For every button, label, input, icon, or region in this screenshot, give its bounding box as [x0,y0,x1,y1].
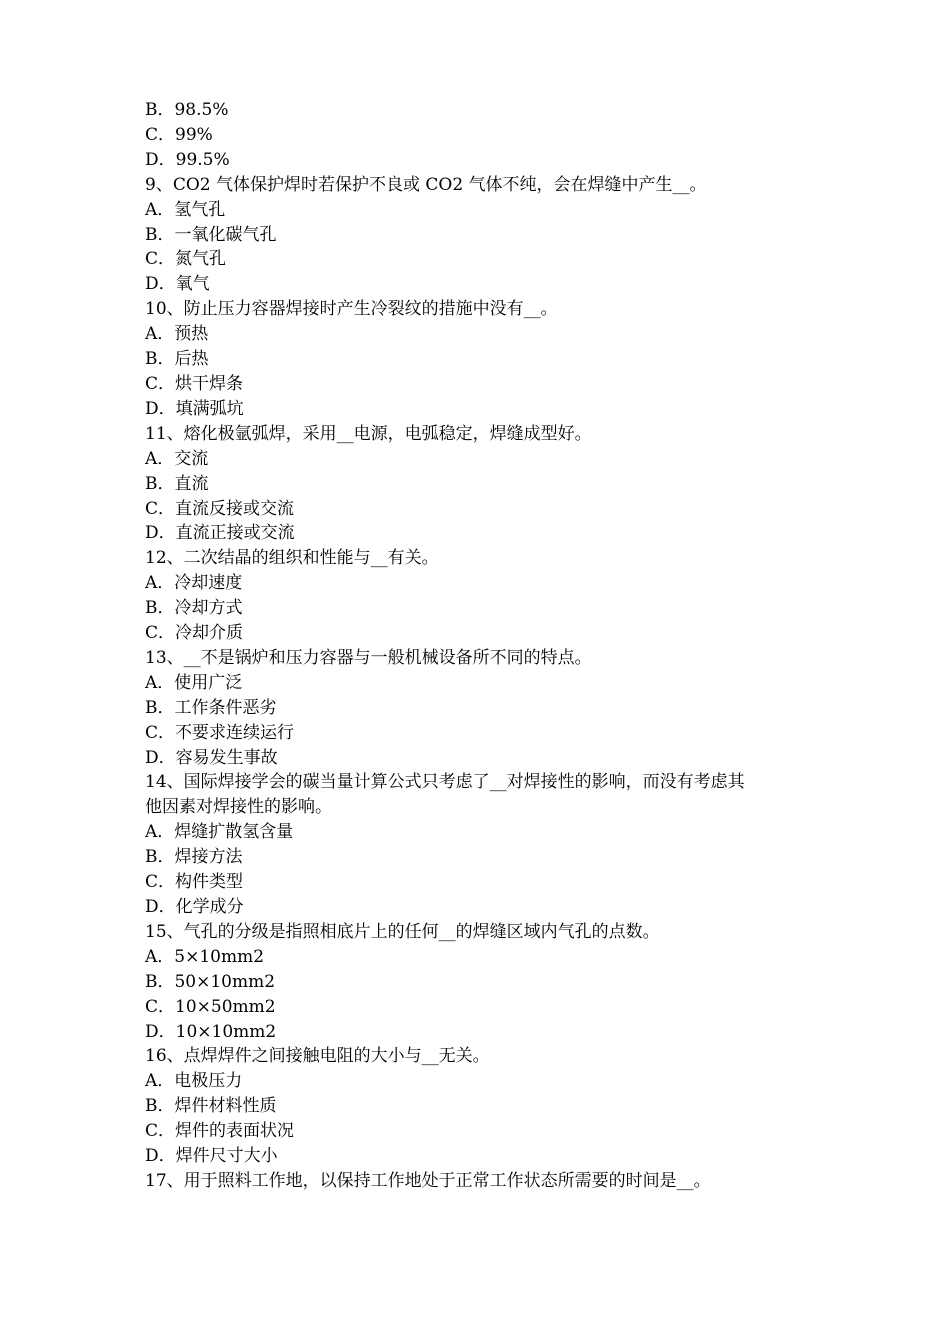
option-line: B．焊件材料性质 [145,1096,277,1117]
option-line: C．氮气孔 [145,249,227,270]
option-line: B．50×10mm2 [145,971,276,992]
option-line: D．填满弧坑 [145,398,244,419]
question-15: 15、气孔的分级是指照相底片上的任何__的焊缝区域内气孔的点数。 [145,921,660,942]
option-line: A．预热 [145,324,209,345]
option-line: A．5×10mm2 [145,946,265,967]
option-line: B．冷却方式 [145,598,243,619]
option-line: B．98.5% [145,100,229,120]
option-line: A．氢气孔 [145,199,226,220]
option-line: B．直流 [145,473,209,494]
option-line: C．99% [145,124,213,145]
option-line: D．焊件尺寸大小 [145,1146,278,1167]
option-line: C．冷却介质 [145,623,244,644]
option-line: C．不要求连续运行 [145,722,295,743]
option-line: D．化学成分 [145,897,244,917]
option-line: D．直流正接或交流 [145,523,295,544]
question-11: 11、熔化极氩弧焊，采用__电源，电弧稳定，焊缝成型好。 [145,423,592,444]
option-line: C．10×50mm2 [145,996,276,1017]
option-line: B．焊接方法 [145,847,243,868]
question-14-continued: 他因素对焊接性的影响。 [145,797,332,818]
option-line: C．烘干焊条 [145,373,244,394]
option-line: A．冷却速度 [145,573,243,594]
option-line: D．氧气 [145,274,210,295]
option-line: C．焊件的表面状况 [145,1121,295,1142]
question-9: 9、CO2 气体保护焊时若保护不良或 CO2 气体不纯，会在焊缝中产生__。 [145,174,707,195]
option-line: A．使用广泛 [145,672,243,693]
option-line: C．构件类型 [145,872,244,893]
option-line: A．焊缝扩散氢含量 [145,822,294,843]
question-14: 14、国际焊接学会的碳当量计算公式只考虑了__对焊接性的影响，而没有考虑其 [145,772,745,793]
question-12: 12、二次结晶的组织和性能与__有关。 [145,548,439,569]
option-line: B．工作条件恶劣 [145,697,277,718]
question-10: 10、防止压力容器焊接时产生冷裂纹的措施中没有__。 [145,299,558,320]
option-line: D．容易发生事故 [145,747,278,768]
option-line: D．10×10mm2 [145,1021,277,1042]
option-line: D．99.5% [145,149,230,170]
question-17: 17、用于照料工作地，以保持工作地处于正常工作状态所需要的时间是__。 [145,1170,711,1191]
option-line: A．交流 [145,448,209,469]
option-line: C．直流反接或交流 [145,498,295,519]
document-page [145,98,815,1194]
question-16: 16、点焊焊件之间接触电阻的大小与__无关。 [145,1046,490,1067]
option-line: B．后热 [145,349,209,370]
option-line: B．一氧化碳气孔 [145,224,277,245]
question-13: 13、__不是锅炉和压力容器与一般机械设备所不同的特点。 [145,647,592,668]
option-line: A．电极压力 [145,1071,243,1092]
